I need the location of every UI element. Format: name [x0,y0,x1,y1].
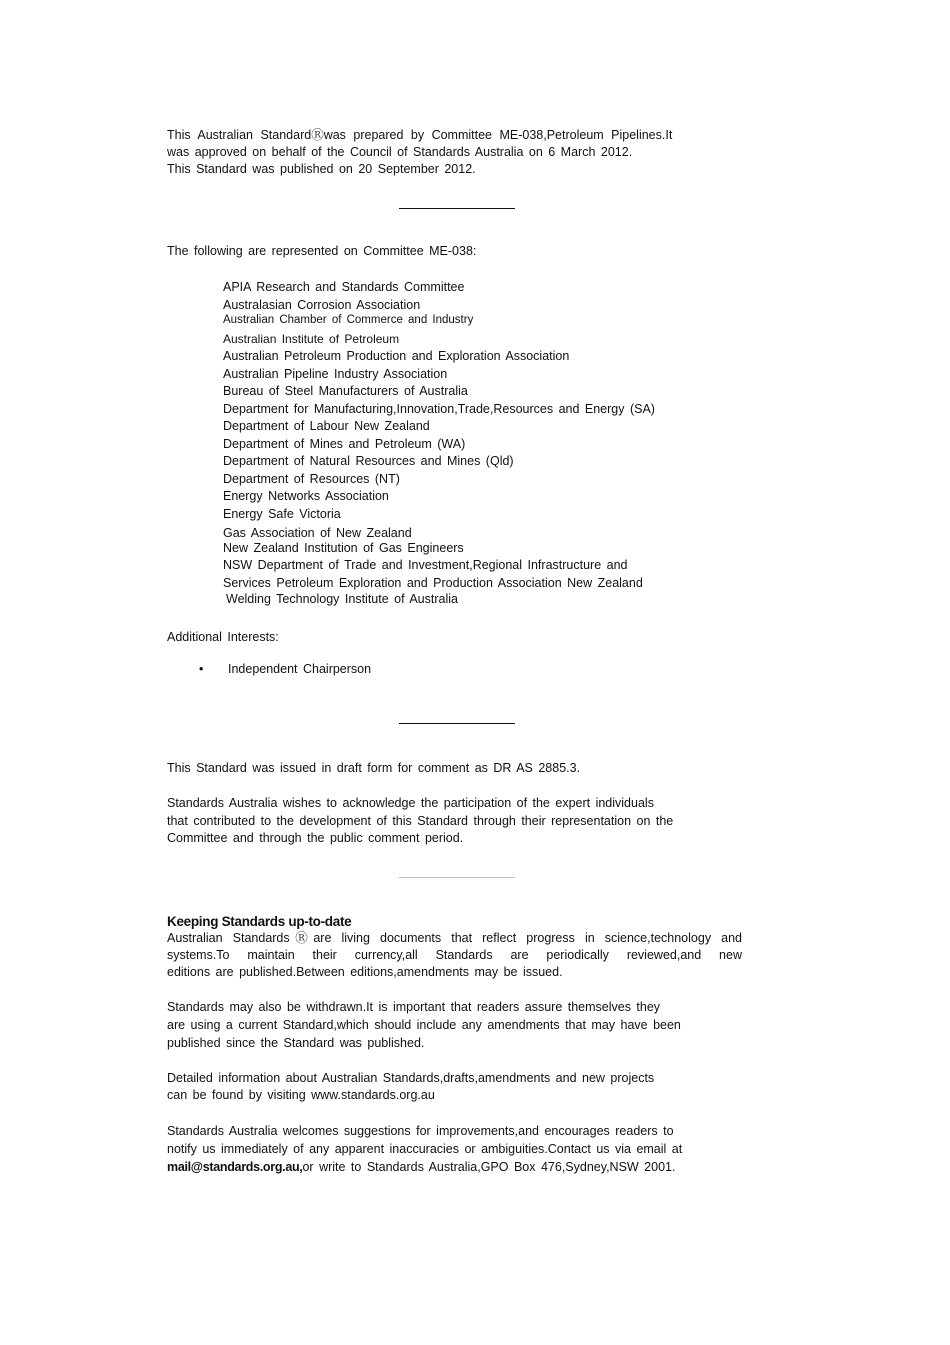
committee-member: Bureau of Steel Manufacturers of Australia [223,384,468,398]
paragraph-line: notify us immediately of any apparent inaccuracies or ambiguities.Contact us via email at [167,1142,683,1156]
paragraph-line: systems.To maintain their currency,all Standards are periodically reviewed,and new [167,948,742,962]
additional-interests-label: Additional Interests: [167,630,279,644]
section-heading: Keeping Standards up-to-date [167,914,352,929]
paragraph-line: Standards Australia welcomes suggestions for improvements,and encourages readers to [167,1124,674,1138]
withdrawn-paragraph [167,998,747,1052]
acknowledgement-line: Standards Australia wishes to acknowledge the participation of the expert individuals [167,796,654,810]
keeping-standards-section [167,913,742,981]
committee-member: Services Petroleum Exploration and Production Association New Zealand [223,575,643,590]
suggestions-paragraph [167,1122,747,1176]
committee-member: Australasian Corrosion Association [223,297,421,312]
preamble-line: This Australian StandardⓇwas prepared by Committee ME-038,Petroleum Pipelines.It [167,128,673,142]
committee-member: Department of Natural Resources and Mines (Qld) [223,454,514,468]
committee-member: Gas Association of New Zealand [223,525,412,540]
committee-member: NSW Department of Trade and Investment,Regional Infrastructure and [223,558,628,572]
list-item [199,661,371,678]
committee-member: Australian Institute of Petroleum [223,331,400,346]
information-paragraph [167,1070,747,1104]
contact-line [167,1158,747,1176]
paragraph-line: are using a current Standard,which should include any amendments that may have been [167,1018,681,1032]
draft-issued-text: This Standard was issued in draft form for comment as DR AS 2885.3. [167,761,581,775]
email-address[interactable]: mail@standards.org.au, [167,1160,303,1174]
committee-intro-text: The following are represented on Committee ME-038: [167,244,477,258]
committee-member: Welding Technology Institute of Australia [226,591,458,606]
paragraph-line: Detailed information about Australian Standards,drafts,amendments and new projects [167,1071,655,1085]
preamble [167,127,747,178]
committee-member: Australian Pipeline Industry Association [223,366,448,381]
section-divider [399,208,515,209]
preamble-line: This Standard was published on 20 September 2012. [167,162,476,176]
bullet-icon: • [199,662,204,676]
preamble-line: was approved on behalf of the Council of Standards Australia on 6 March 2012. [167,145,633,159]
committee-member: Department of Resources (NT) [223,471,400,486]
committee-member: New Zealand Institution of Gas Engineers [223,540,464,555]
committee-member: Australian Chamber of Commerce and Industry [223,313,474,326]
committee-member: Department for Manufacturing,Innovation,Trade,Resources and Energy (SA) [223,401,655,416]
committee-member-list [223,279,743,608]
acknowledgement-line: Committee and through the public comment period. [167,831,464,845]
committee-member: APIA Research and Standards Committee [223,280,465,294]
committee-intro [167,243,747,260]
paragraph-line: can be found by visiting www.standards.org.au [167,1088,435,1102]
postal-address: or write to Standards Australia,GPO Box 476,Sydney,NSW 2001. [302,1160,676,1174]
committee-member: Australian Petroleum Production and Exploration Association [223,349,570,363]
acknowledgement [167,795,747,848]
section-divider [399,877,515,878]
committee-member: Department of Mines and Petroleum (WA) [223,436,466,451]
committee-member: Department of Labour New Zealand [223,419,430,433]
additional-interests [167,629,747,646]
paragraph-line: editions are published.Between editions,amendments may be issued. [167,965,563,979]
acknowledgement-line: that contributed to the development of this Standard through their representation on the [167,813,674,828]
committee-member: Energy Networks Association [223,489,389,503]
paragraph-line: Australian StandardsⓇare living documents that reflect progress in science,technology and [167,931,742,945]
list-item-text: Independent Chairperson [228,662,372,676]
paragraph-line: Standards may also be withdrawn.It is important that readers assure themselves they [167,1000,661,1014]
paragraph-line: published since the Standard was published. [167,1036,425,1050]
section-divider [399,723,515,724]
draft-note [167,760,747,777]
committee-member: Energy Safe Victoria [223,506,341,521]
